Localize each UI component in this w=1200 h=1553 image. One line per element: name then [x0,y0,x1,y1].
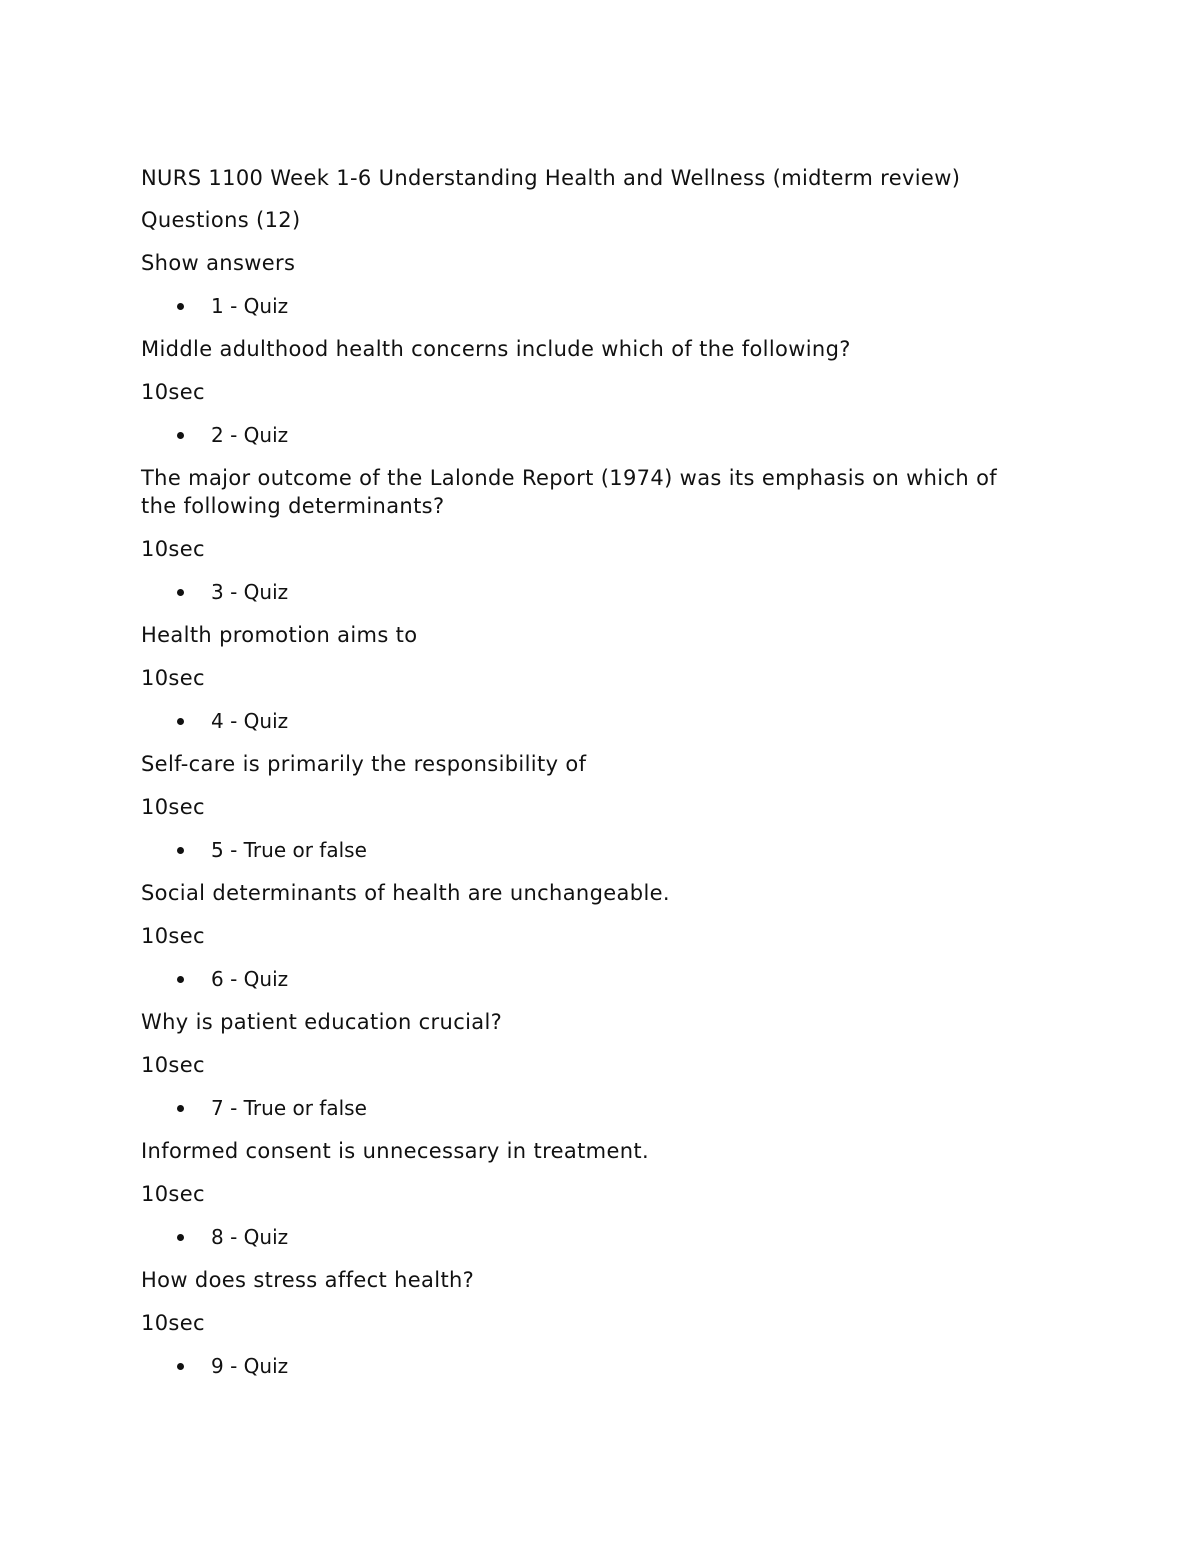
bullet-icon [177,1105,184,1112]
bullet-icon [177,1234,184,1241]
bullet-icon [177,303,184,310]
question-text: The major outcome of the Lalonde Report (1974) was its emphasis on which of the following determinants? [141,466,998,518]
list-item-label [141,1094,1021,1122]
bullet-icon [177,847,184,854]
questions-count: Questions (12) [141,208,301,232]
question-type-label: 7 - True or false [211,1096,367,1120]
question-type-label: 5 - True or false [211,838,367,862]
question-time: 10sec [141,380,205,404]
question-text: Health promotion aims to [141,623,418,647]
bullet-icon [177,589,184,596]
question-text: Self-care is primarily the responsibility of [141,752,587,776]
question-text: Why is patient education crucial? [141,1010,503,1034]
question-type-label: 6 - Quiz [211,967,289,991]
question-time: 10sec [141,924,205,948]
bullet-icon [177,432,184,439]
list-item-label [141,1223,1021,1251]
question-text: Social determinants of health are unchangeable. [141,881,670,905]
document-page [141,164,1021,1395]
question-time: 10sec [141,1182,205,1206]
question-time: 10sec [141,666,205,690]
bullet-icon [177,976,184,983]
list-item-label [141,421,1021,449]
question-time: 10sec [141,795,205,819]
question-type-label: 3 - Quiz [211,580,289,604]
list-item-label [141,836,1021,864]
question-type-label: 4 - Quiz [211,709,289,733]
list-item-label [141,707,1021,735]
list-item-label [141,1352,1021,1380]
question-type-label: 1 - Quiz [211,294,289,318]
list-item-label [141,578,1021,606]
question-type-label: 8 - Quiz [211,1225,289,1249]
question-text: Middle adulthood health concerns include which of the following? [141,337,851,361]
bullet-icon [177,1363,184,1370]
document-title: NURS 1100 Week 1-6 Understanding Health and Wellness (midterm review) [141,166,961,190]
list-item-label [141,292,1021,320]
bullet-icon [177,718,184,725]
question-type-label: 9 - Quiz [211,1354,289,1378]
question-time: 10sec [141,1311,205,1335]
show-answers-link[interactable]: Show answers [141,251,296,275]
question-type-label: 2 - Quiz [211,423,289,447]
list-item-label [141,965,1021,993]
question-time: 10sec [141,1053,205,1077]
question-text: Informed consent is unnecessary in treatment. [141,1139,650,1163]
question-time: 10sec [141,537,205,561]
question-text: How does stress affect health? [141,1268,475,1292]
